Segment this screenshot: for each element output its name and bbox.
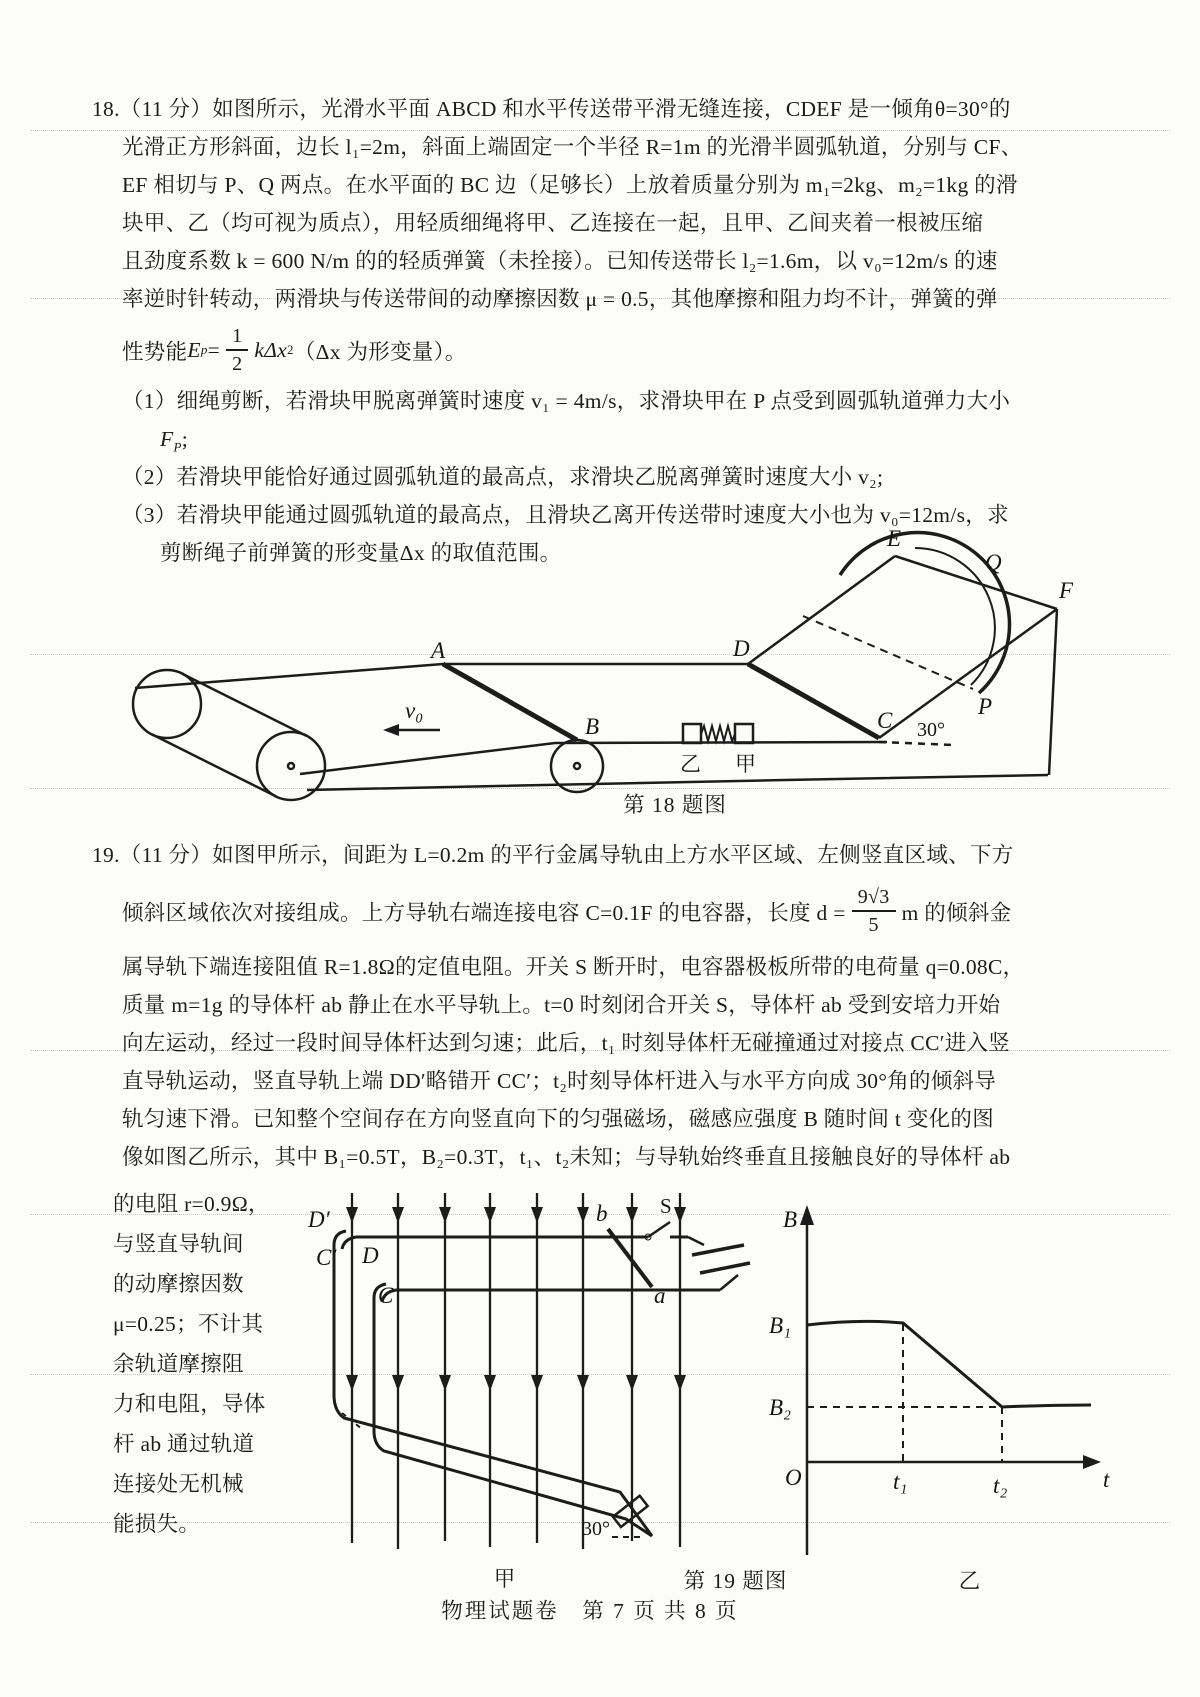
formula-pre: 性势能	[122, 339, 188, 364]
block-yi	[683, 724, 701, 743]
label-C-prime: C′	[316, 1245, 337, 1270]
label-t-axis: t	[1103, 1467, 1110, 1492]
problem-18	[92, 90, 1127, 572]
text-line: 像如图乙所示，其中 B₁=0.5T，B₂=0.3T，t₁、t₂未知；与导轨始终垂直且接触良好的导体杆 ab	[122, 1145, 1011, 1169]
question-1-line: （1）细绳剪断，若滑块甲脱离弹簧时速度 v₁ = 4m/s，求滑块甲在 P 点受到圆弧轨道弹力大小	[122, 389, 1011, 413]
figure-18-caption: 第 18 题图	[623, 793, 727, 817]
text-line: 率逆时针转动，两滑块与传送带间的动摩擦因数 μ = 0.5，其他摩擦和阻力均不计，弹簧的弹	[122, 287, 998, 311]
line-post: m 的倾斜金	[901, 900, 1012, 925]
text-line: 杆 ab 通过轨道	[113, 1432, 255, 1456]
question-2-line: （2）若滑块甲能恰好通过圆弧轨道的最高点，求滑块乙脱离弹簧时速度大小 v₂;	[122, 465, 884, 489]
label-D: D	[733, 636, 750, 661]
label-v0: v₀	[405, 698, 424, 723]
label-B: B	[585, 714, 600, 739]
fraction-numerator: 1	[226, 326, 248, 351]
label-B-axis: B	[783, 1207, 798, 1232]
formula-var: E	[187, 337, 201, 362]
question-1-symbol	[92, 420, 1127, 458]
spring-icon	[701, 726, 735, 741]
fp-tail: ;	[181, 427, 188, 451]
label-a: a	[654, 1283, 666, 1308]
x-axis-arrow-icon	[1083, 1455, 1101, 1469]
label-A: A	[431, 638, 446, 663]
formula-mid: kΔx	[254, 337, 288, 362]
figure-19-caption-jia: 甲	[493, 1567, 517, 1591]
text-line: 直导轨运动，竖直导轨上端 DD′略错开 CC′；t₂时刻导体杆进入与水平方向成 30°角的倾斜导	[122, 1069, 997, 1093]
label-F: F	[1059, 578, 1074, 603]
problem-19-side-column	[113, 1184, 298, 1544]
text-line: 光滑正方形斜面，边长 l₁=2m，斜面上端固定一个半径 R=1m 的光滑半圆弧轨道，分别与 CF、	[122, 135, 1023, 159]
figure-19-caption: 第 19 题图	[683, 1569, 788, 1593]
figure-19-graph	[735, 1115, 1135, 1565]
fraction-denominator: 2	[232, 353, 243, 375]
label-block-jia: 甲	[735, 752, 756, 776]
formula-sup: 2	[287, 342, 294, 357]
belt-roller-left	[133, 670, 325, 800]
text-line: 块甲、乙（均可视为质点），用轻质细绳将甲、乙连接在一起，且甲、乙间夹着一根被压缩	[122, 211, 984, 235]
figure-19-circuit	[290, 1185, 750, 1570]
label-C: C	[378, 1283, 394, 1308]
label-S: S	[660, 1194, 672, 1218]
axes	[807, 1215, 1091, 1555]
y-axis-arrow-icon	[800, 1205, 814, 1225]
dashed-guides	[807, 1324, 1002, 1462]
text-line: 向左运动，经过一段时间导体杆达到匀速；此后，t₁ 时刻导体杆无碰撞通过对接点 CC′进入竖	[122, 1031, 1011, 1055]
text-line: μ=0.25；不计其	[113, 1312, 264, 1336]
text-line: 连接处无机械	[113, 1472, 244, 1496]
label-D: D	[362, 1243, 379, 1268]
incline	[748, 556, 1057, 745]
figure-19-caption-yi: 乙	[958, 1569, 982, 1593]
label-t1: t₁	[893, 1469, 908, 1494]
text-line: 的动摩擦因数	[113, 1272, 244, 1296]
text-line: 的电阻 r=0.9Ω，	[113, 1192, 270, 1216]
text-line: 属导轨下端连接阻值 R=1.8Ω的定值电阻。开关 S 断开时，电容器极板所带的电荷量 q=0.08C，	[122, 955, 1025, 979]
text-line: 余轨道摩擦阻	[113, 1352, 244, 1376]
fraction	[852, 887, 896, 935]
spring-blocks	[683, 724, 753, 743]
B-t-curve	[807, 1321, 1091, 1407]
question-3-line-2: 剪断绳子前弹簧的形变量Δx 的取值范围。	[160, 541, 562, 565]
label-B2: B₂	[769, 1395, 792, 1420]
text-line: 19.（11 分）如图甲所示，间距为 L=0.2m 的平行金属导轨由上方水平区域、左侧竖直区域、下方	[92, 843, 1014, 867]
arrow-left-icon	[383, 724, 399, 736]
fraction-denominator: 5	[868, 914, 879, 936]
label-C: C	[877, 708, 893, 733]
fraction	[226, 326, 248, 374]
label-b: b	[596, 1201, 608, 1226]
label-block-yi: 乙	[680, 752, 701, 776]
formula-elastic-energy	[92, 318, 1127, 382]
fp-var: F	[160, 427, 174, 451]
formula-post: （Δx 为形变量）。	[293, 339, 467, 364]
figure-18	[85, 528, 1095, 788]
text-line: 与竖直导轨间	[113, 1232, 244, 1256]
fraction-numerator: 9√3	[852, 887, 896, 912]
text-line: 质量 m=1g 的导体杆 ab 静止在水平导轨上。t=0 时刻闭合开关 S，导体杆 ab 受到安培力开始	[122, 993, 1001, 1017]
label-angle-30: 30°	[917, 719, 945, 741]
label-Q: Q	[985, 550, 1002, 575]
label-angle-30: 30°	[582, 1518, 610, 1540]
label-P: P	[978, 694, 993, 719]
text-line: 18.（11 分）如图所示，光滑水平面 ABCD 和水平传送带平滑无缝连接，CDEF 是一倾角θ=30°的	[92, 97, 1011, 121]
belt-velocity-arrow	[383, 724, 440, 736]
belt-and-plane-outline	[135, 609, 1057, 790]
label-D-prime: D′	[308, 1207, 330, 1232]
fp-sub: P	[173, 439, 182, 455]
text-line-with-fraction	[92, 874, 1127, 948]
vertical-inclined-rails	[334, 1231, 652, 1536]
text-line: 力和电阻，导体	[113, 1392, 266, 1416]
switch-S	[645, 1222, 670, 1240]
field-lines	[352, 1193, 680, 1549]
text-line: EF 相切与 P、Q 两点。在水平面的 BC 边（足够长）上放着质量分别为 m₁=2kg、m₂=1kg 的滑	[122, 173, 1018, 197]
text-line: 能损失。	[113, 1512, 201, 1536]
label-t2: t₂	[993, 1473, 1008, 1498]
text-line: 轨匀速下滑。已知整个空间存在方向竖直向下的匀强磁场，磁感应强度 B 随时间 t 变化的图	[122, 1107, 995, 1131]
label-E: E	[887, 526, 902, 551]
text-line: 且劲度系数 k = 600 N/m 的的轻质弹簧（未拴接）。已知传送带长 l₂=1.6m，以 v₀=12m/s 的速	[122, 249, 998, 273]
plane-edges	[443, 664, 879, 740]
label-origin: O	[785, 1465, 802, 1490]
label-B1: B₁	[769, 1313, 792, 1338]
semicircle-track	[803, 533, 1009, 693]
line-pre: 倾斜区域依次对接组成。上方导轨右端连接电容 C=0.1F 的电容器，长度 d =	[122, 900, 846, 925]
page-footer: 物理试题卷 第 7 页 共 8 页	[441, 1599, 739, 1623]
formula-eq: =	[207, 337, 221, 362]
formula-var-sub: p	[200, 342, 208, 357]
block-jia	[735, 724, 753, 743]
question-3-line: （3）若滑块甲能通过圆弧轨道的最高点，且滑块乙离开传送带时速度大小也为 v₀=12m/s，求	[122, 503, 1009, 527]
